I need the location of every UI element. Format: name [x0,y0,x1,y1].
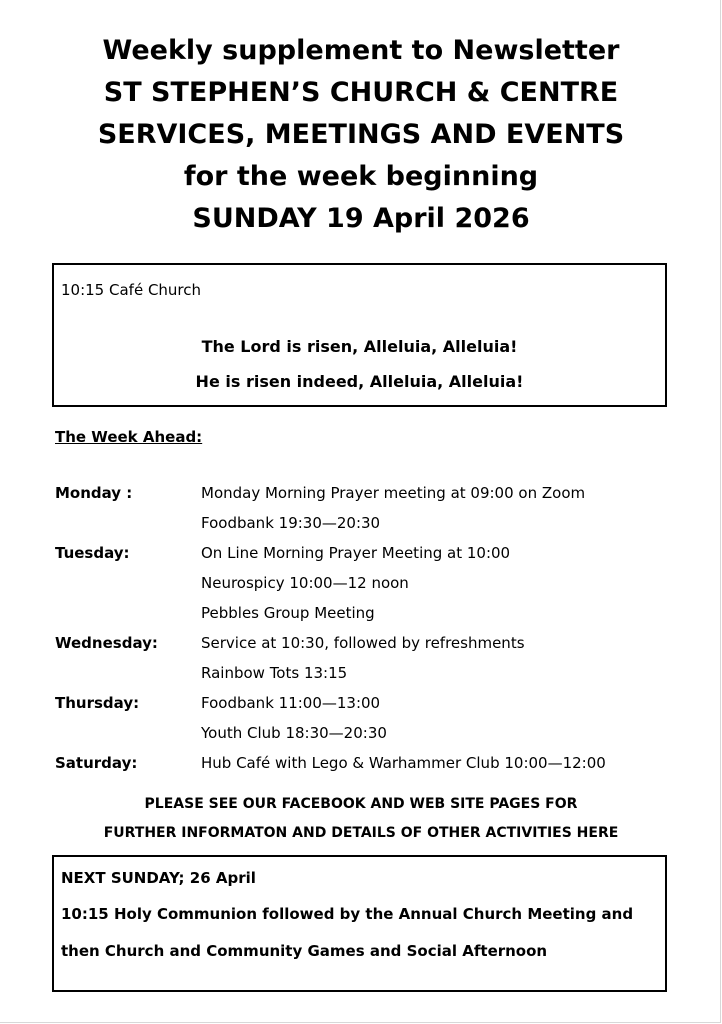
title-line-3: SERVICES, MEETINGS AND EVENTS [97,119,625,150]
newsletter-title [0,30,722,240]
schedule-day: Tuesday: [55,544,130,562]
service-box [52,263,667,407]
title-line-1: Weekly supplement to Newsletter [102,35,620,66]
weekly-schedule [55,484,695,784]
schedule-row [55,544,695,574]
title-line-4: for the week beginning [183,161,539,192]
title-line-2: ST STEPHEN’S CHURCH & CENTRE [103,77,619,108]
next-sunday-details-1: 10:15 Holy Communion followed by the Annual Church Meeting and [61,905,634,923]
schedule-day: Thursday: [55,694,140,712]
schedule-event: Neurospicy 10:00—12 noon [201,574,409,592]
easter-verse-1: The Lord is risen, Alleluia, Alleluia! [201,337,518,356]
schedule-row [55,634,695,664]
schedule-event: On Line Morning Prayer Meeting at 10:00 [201,544,511,562]
schedule-day: Monday : [55,484,133,502]
next-sunday-details-2: then Church and Community Games and Social Afternoon [61,942,548,960]
schedule-event: Foodbank 19:30—20:30 [201,514,381,532]
schedule-day: Saturday: [55,754,138,772]
schedule-row [55,754,695,784]
next-sunday-date: NEXT SUNDAY; 26 April [61,869,256,887]
schedule-row [55,664,695,694]
schedule-day: Wednesday: [55,634,158,652]
service-time-label: 10:15 Café Church [61,281,202,299]
easter-verse-2: He is risen indeed, Alleluia, Alleluia! [195,372,524,391]
schedule-event: Pebbles Group Meeting [201,604,375,622]
website-notice-line-2: FURTHER INFORMATON AND DETAILS OF OTHER ACTIVITIES HERE [103,825,619,841]
schedule-row [55,604,695,634]
schedule-row [55,574,695,604]
schedule-row [55,724,695,754]
schedule-event: Hub Café with Lego & Warhammer Club 10:00—12:00 [201,754,606,772]
next-sunday-box [52,855,667,992]
website-notice-line-1: PLEASE SEE OUR FACEBOOK AND WEB SITE PAGES FOR [144,796,578,812]
schedule-event: Rainbow Tots 13:15 [201,664,348,682]
schedule-event: Monday Morning Prayer meeting at 09:00 on Zoom [201,484,586,502]
title-line-5: SUNDAY 19 April 2026 [192,203,530,234]
schedule-row [55,694,695,724]
schedule-event: Foodbank 11:00—13:00 [201,694,381,712]
schedule-event: Youth Club 18:30—20:30 [201,724,387,742]
schedule-row [55,514,695,544]
schedule-row [55,484,695,514]
week-ahead-heading: The Week Ahead: [55,428,203,446]
schedule-event: Service at 10:30, followed by refreshments [201,634,525,652]
